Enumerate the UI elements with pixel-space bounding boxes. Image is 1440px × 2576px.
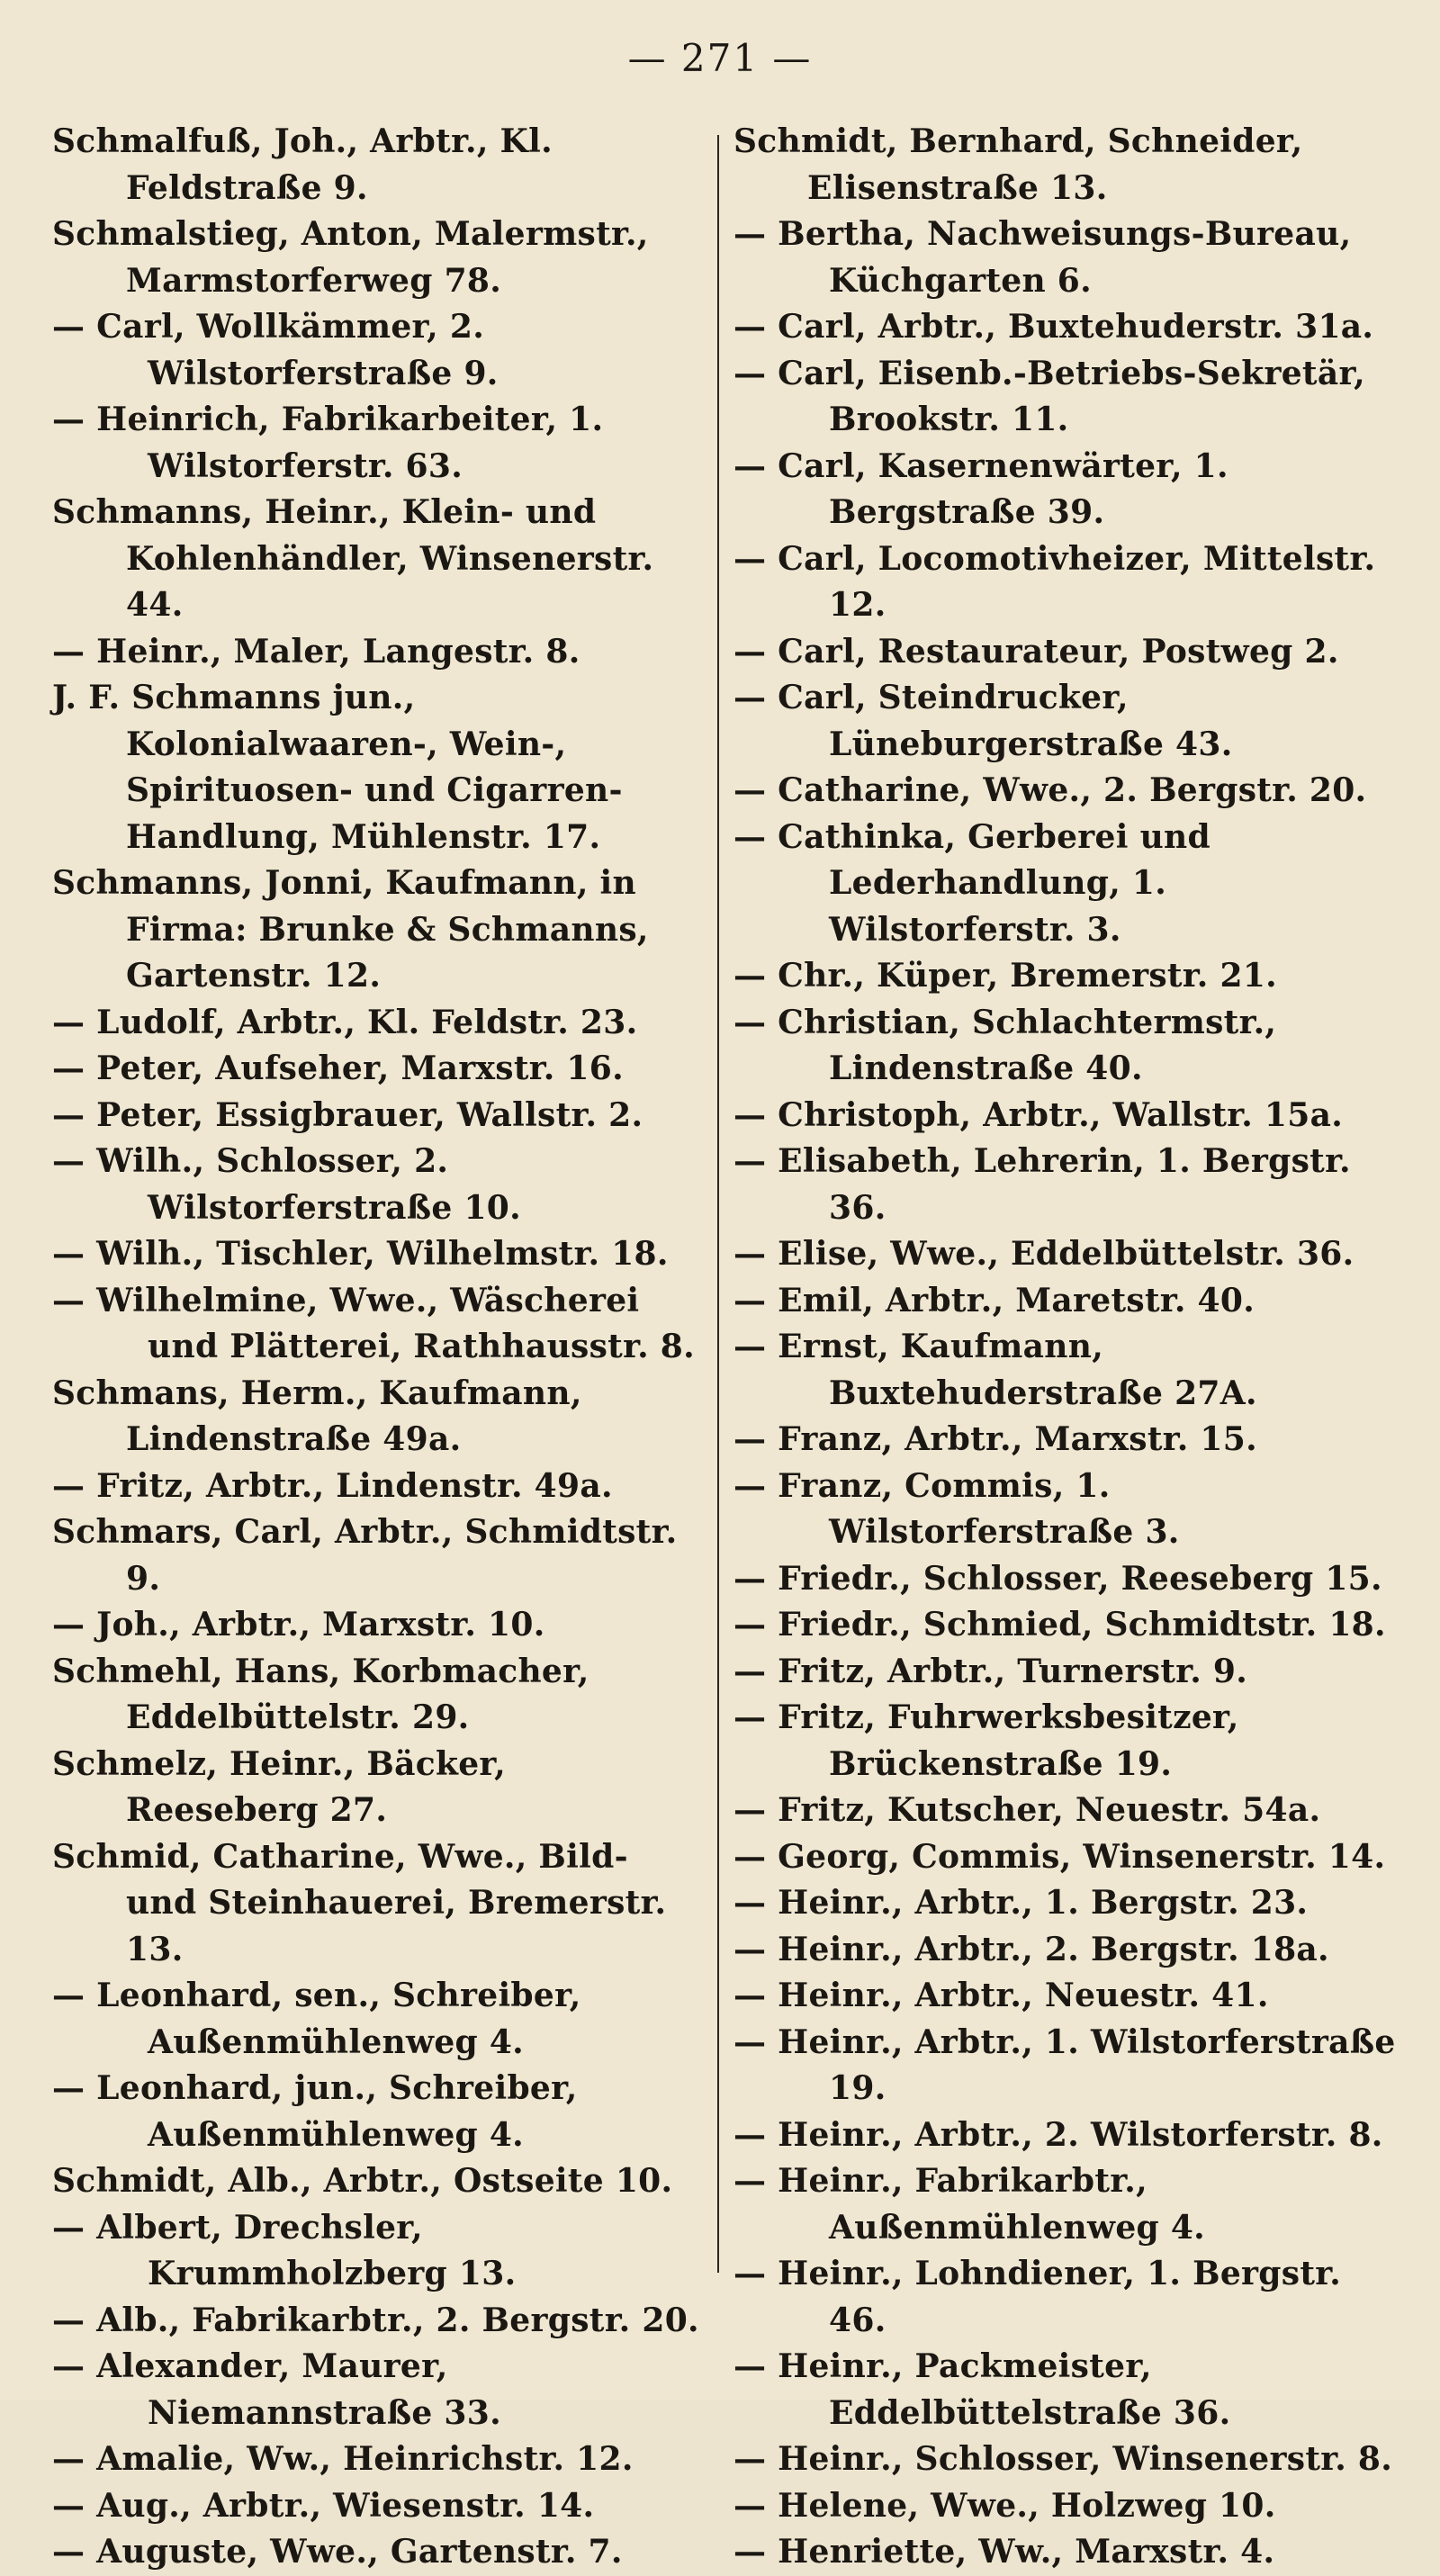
directory-entry: Schmalfuß, Joh., Arbtr., Kl. Feldstraße 9. [52, 122, 553, 207]
directory-entry: — Alb., Fabrikarbtr., 2. Bergstr. 20. [52, 2301, 699, 2339]
directory-entry: — Fritz, Arbtr., Turnerstr. 9. [734, 1652, 1248, 1690]
directory-entry: — Amalie, Ww., Heinrichstr. 12. [52, 2440, 634, 2478]
directory-entry: Schmidt, Bernhard, Schneider, Elisenstraße 13. [734, 122, 1303, 207]
directory-entry: — Elisabeth, Lehrerin, 1. Bergstr. 36. [734, 1142, 1351, 1227]
directory-entry: — Elise, Wwe., Eddelbüttelstr. 36. [734, 1235, 1354, 1273]
directory-entry: Schmanns, Jonni, Kaufmann, in Firma: Brunke & Schmanns, Gartenstr. 12. [52, 864, 649, 995]
directory-entry: — Heinr., Arbtr., 1. Bergstr. 23. [734, 1884, 1309, 1922]
directory-entry: — Carl, Kasernenwärter, 1. Bergstraße 39. [734, 446, 1228, 531]
directory-entry: — Helene, Wwe., Holzweg 10. [734, 2486, 1276, 2525]
directory-entry: — Ludolf, Arbtr., Kl. Feldstr. 23. [52, 1003, 638, 1041]
directory-entry: — Heinr., Arbtr., 2. Wilstorferstr. 8. [734, 2115, 1383, 2154]
directory-entry: — Wilh., Tischler, Wilhelmstr. 18. [52, 1235, 669, 1273]
directory-entry: — Georg, Commis, Winsenerstr. 14. [734, 1837, 1386, 1876]
right-column [734, 119, 1400, 2576]
directory-entry: — Franz, Arbtr., Marxstr. 15. [734, 1420, 1257, 1458]
directory-entry: Schmans, Herm., Kaufmann, Lindenstraße 49a. [52, 1374, 582, 1458]
directory-entry: — Heinr., Schlosser, Winsenerstr. 8. [734, 2440, 1393, 2478]
directory-entry: — Leonhard, sen., Schreiber, Außenmühlenweg 4. [52, 1977, 581, 2061]
directory-entry: — Carl, Restaurateur, Postweg 2. [734, 632, 1339, 671]
directory-entry: — Franz, Commis, 1. Wilstorferstraße 3. [734, 1466, 1180, 1551]
directory-entry: — Wilhelmine, Wwe., Wäscherei und Plätterei, Rathhausstr. 8. [52, 1281, 695, 1365]
directory-entry: — Friedr., Schmied, Schmidtstr. 18. [734, 1606, 1386, 1644]
directory-entry: — Carl, Eisenb.-Betriebs-Sekretär, Brookstr. 11. [734, 354, 1365, 438]
directory-entry: — Christian, Schlachtermstr., Lindenstraße 40. [734, 1003, 1277, 1087]
directory-entry: — Joh., Arbtr., Marxstr. 10. [52, 1606, 545, 1644]
directory-entry: — Heinr., Lohndiener, 1. Bergstr. 46. [734, 2255, 1342, 2339]
directory-entry: — Aug., Arbtr., Wiesenstr. 14. [52, 2486, 595, 2525]
directory-entry: — Wilh., Schlosser, 2. Wilstorferstraße 10. [52, 1142, 521, 1227]
column-divider [717, 135, 719, 2273]
directory-entry: Schmanns, Heinr., Klein- und Kohlenhändler, Winsenerstr. 44. [52, 493, 654, 624]
directory-entry: — Henriette, Ww., Marxstr. 4. [734, 2533, 1275, 2571]
directory-entry: — Heinr., Fabrikarbtr., Außenmühlenweg 4. [734, 2162, 1206, 2247]
directory-entry: — Emil, Arbtr., Maretstr. 40. [734, 1281, 1256, 1320]
directory-entry: — Christoph, Arbtr., Wallstr. 15a. [734, 1095, 1344, 1134]
directory-entry: Schmehl, Hans, Korbmacher, Eddelbüttelstr. 29. [52, 1652, 590, 1736]
directory-entry: — Friedr., Schlosser, Reeseberg 15. [734, 1559, 1382, 1598]
directory-entry: — Heinr., Maler, Langestr. 8. [52, 632, 580, 671]
directory-entry: — Carl, Steindrucker, Lüneburgerstraße 43. [734, 679, 1233, 763]
directory-entry: J. F. Schmanns jun., Kolonialwaaren-, Wein-, Spirituosen- und Cigarren-Handlung, Mühlenstr. 17. [52, 679, 623, 856]
directory-entry: — Catharine, Wwe., 2. Bergstr. 20. [734, 771, 1367, 809]
directory-entry: — Chr., Küper, Bremerstr. 21. [734, 957, 1278, 995]
directory-entry: — Albert, Drechsler, Krummholzberg 13. [52, 2208, 517, 2292]
directory-entry: — Auguste, Wwe., Gartenstr. 7. [52, 2533, 623, 2571]
directory-entry: — Heinr., Arbtr., 2. Bergstr. 18a. [734, 1930, 1329, 1968]
directory-entry: — Bertha, Nachweisungs-Bureau, Küchgarten 6. [734, 215, 1352, 300]
directory-entry: — Carl, Locomotivheizer, Mittelstr. 12. [734, 539, 1376, 624]
directory-entry: Schmidt, Alb., Arbtr., Ostseite 10. [52, 2162, 673, 2200]
directory-entry: — Leonhard, jun., Schreiber, Außenmühlenweg 4. [52, 2069, 578, 2154]
directory-entry: — Fritz, Kutscher, Neuestr. 54a. [734, 1791, 1321, 1829]
directory-entry: — Carl, Arbtr., Buxtehuderstr. 31a. [734, 308, 1374, 346]
directory-entry: Schmid, Catharine, Wwe., Bild- und Steinhauerei, Bremerstr. 13. [52, 1837, 667, 1968]
directory-entry: Schmars, Carl, Arbtr., Schmidtstr. 9. [52, 1513, 678, 1598]
directory-entry: — Heinrich, Fabrikarbeiter, 1. Wilstorferstr. 63. [52, 401, 604, 485]
directory-entry: — Fritz, Fuhrwerksbesitzer, Brückenstraße 19. [734, 1698, 1239, 1783]
page-number: — 271 — [627, 36, 813, 80]
left-column [52, 119, 702, 2576]
directory-entry: — Heinr., Arbtr., Neuestr. 41. [734, 1977, 1269, 2014]
directory-entry: — Heinr., Packmeister, Eddelbüttelstraße 36. [734, 2347, 1231, 2432]
directory-entry: — Fritz, Arbtr., Lindenstr. 49a. [52, 1466, 613, 1505]
directory-entry: — Alexander, Maurer, Niemannstraße 33. [52, 2347, 501, 2432]
directory-entry: — Carl, Wollkämmer, 2. Wilstorferstraße 9. [52, 308, 499, 392]
directory-entry: Schmelz, Heinr., Bäcker, Reeseberg 27. [52, 1744, 506, 1829]
directory-entry: — Peter, Aufseher, Marxstr. 16. [52, 1049, 624, 1087]
directory-entry: — Heinr., Arbtr., 1. Wilstorferstraße 19. [734, 2022, 1396, 2107]
directory-entry: — Ernst, Kaufmann, Buxtehuderstraße 27A. [734, 1328, 1257, 1412]
directory-entry: — Cathinka, Gerberei und Lederhandlung, 1. Wilstorferstr. 3. [734, 817, 1210, 949]
directory-entry: Schmalstieg, Anton, Malermstr., Marmstorferweg 78. [52, 215, 649, 300]
directory-entry: — Peter, Essigbrauer, Wallstr. 2. [52, 1095, 644, 1134]
